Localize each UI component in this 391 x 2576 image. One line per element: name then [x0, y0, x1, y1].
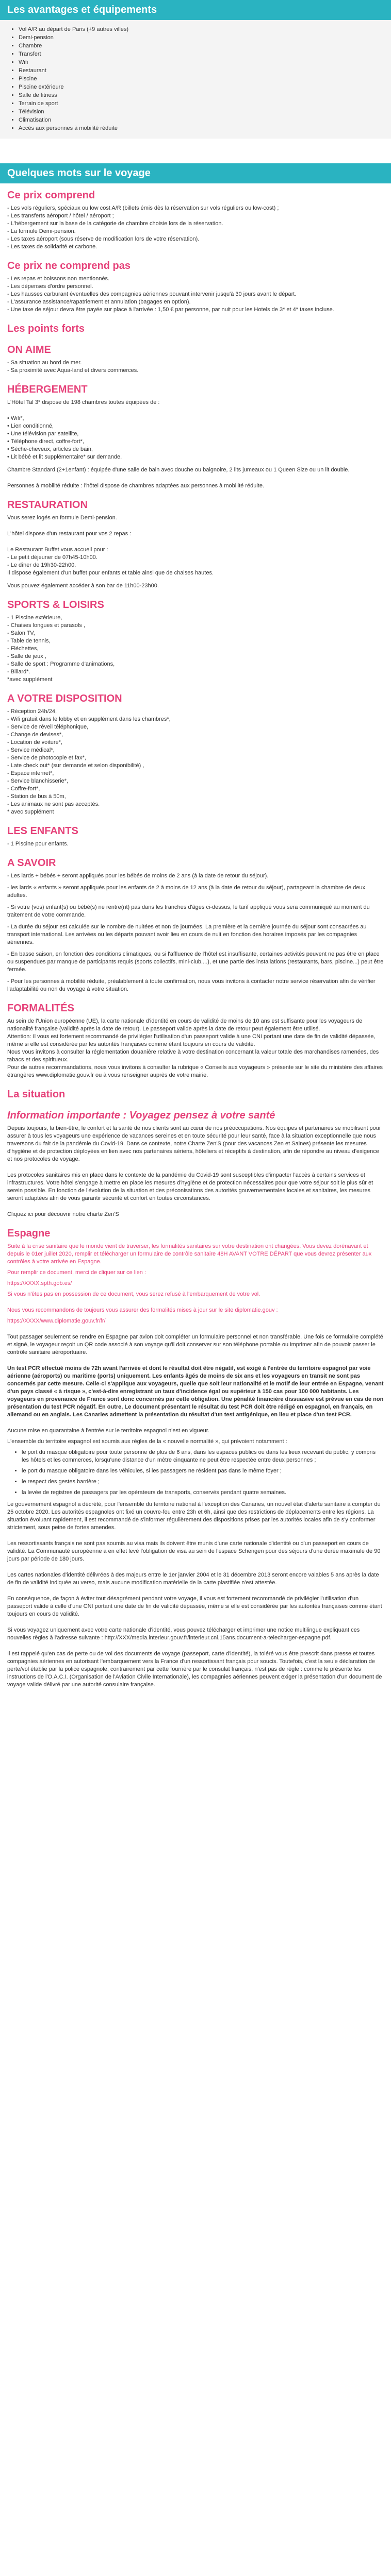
- text-line: Au sein de l'Union européenne (UE), la carte nationale d'identité en cours de validité de moins de 10 ans est suffisante pour les voyageurs de nationalité française (validité après la date de retour). Le passeport valide après la date de retour peut également être utilisé.: [7, 1018, 363, 1032]
- espagne-form-link[interactable]: https://XXXX.spth.gob.es/: [7, 1280, 72, 1286]
- rule-item: • le port du masque obligatoire pour toute personne de plus de 6 ans, dans les espaces publics ou dans les lieux recevant du public, y compris les hôtels et les commerces, lorsqu'une distance d'un mètre cinquante ne peut être respectée entre deux personnes ;: [22, 1449, 384, 1464]
- text-line: * avec supplément: [7, 809, 54, 815]
- highlights-heading: Les points forts: [7, 323, 85, 334]
- hebergement-intro: L'Hôtel Tal 3* dispose de 198 chambres toutes équipées de :: [7, 399, 160, 405]
- text-line: - Coffre-fort*,: [7, 786, 40, 792]
- text-line: - L'hébergement sur la base de la catégorie de chambre choisie lors de la réservation.: [7, 221, 223, 227]
- hebergement-amenities: [7, 415, 384, 461]
- text-line: - Table de tennis,: [7, 638, 51, 644]
- hebergement-heading: HÉBERGEMENT: [7, 384, 88, 395]
- equipment-item: • Piscine: [19, 75, 382, 83]
- text-line: - Chaises longues et parasols ,: [7, 622, 86, 629]
- savoir-block: [7, 872, 384, 993]
- text-line: - les lards « enfants » seront appliqués pour les enfants de 2 à moins de 12 ans (à la date de retour du séjour), partageant la chambre de deux adultes.: [7, 885, 366, 899]
- text-line: - Les animaux ne sont pas acceptés.: [7, 801, 100, 807]
- enfants-heading: LES ENFANTS: [7, 825, 78, 837]
- text-line: - Late check out* (sur demande et selon disponibilité) ,: [7, 762, 144, 769]
- text-line: • Sèche-cheveux, articles de bain,: [7, 446, 93, 452]
- espagne-p10: Il est rappelé qu'en cas de perte ou de vol des documents de voyage (passeport, carte d'identité), la toléré vous être prescrit dans presse et toutes compagnies aériennes en autorisant l'embarquement vers la France d'un ressortissant français pour soucis. Toutefois, c'est la seule déclaration de perte/vol établie par la police espagnole, contrairement par cette fourrière par le consulat français, n'est pas de régle : comme le présente les instructions de l'O.A.C.I. (Organisation de l'Aviation Civile Internationale), les compagnies aériennes peuvent exiger la présentation d'un document de voyage valide délivré par une autorité consulaire française.: [7, 1651, 382, 1688]
- text-line: - Service blanchisserie*,: [7, 778, 68, 784]
- text-line: • Téléphone direct, coffre-fort*,: [7, 438, 84, 445]
- espagne-alert-5: Nous vous recommandons de toujours vous assurer des formalités mises à jour sur le site diplomatie.gouv :: [7, 1307, 278, 1313]
- equipment-section-title: Les avantages et équipements: [0, 0, 391, 20]
- equipment-item: • Salle de fitness: [19, 91, 382, 99]
- text-line: • Lien conditionné,: [7, 423, 54, 429]
- text-line: - Service de photocopie et fax*,: [7, 755, 86, 761]
- text-line: - 1 Piscine extérieure,: [7, 615, 62, 621]
- text-line: - La durée du séjour est calculée sur le nombre de nuitées et non de journées. La première et la dernière journée du séjour sont consacrées au transport international. Les arrivées ou les départs pouvant avoir lieu en cours de nuit en fonction des horaires imposés par les compagnies aériennes.: [7, 924, 367, 945]
- equipment-item: • Accès aux personnes à mobilité réduite: [19, 124, 382, 132]
- text-line: Pour de autres recommandations, nous vous invitons à consulter la rubrique « Conseils aux voyageurs » présente sur le site du ministère des affaires étrangères www.diplomatie.gouv.fr ou à vous renseigner auprès de votre mairie.: [7, 1064, 383, 1078]
- espagne-p9: Si vous voyagez uniquement avec votre carte nationale d'identité, vous pouvez télécharger et imprimer une notice multilingue expliquant ces nouvelles règles à l'adresse suivante : http://XXX/media.interieur.gouv.fr/interieur.cni.15ans.document-a-telecharger-espagne.pdf.: [7, 1627, 360, 1641]
- text-line: - Les taxes aéroport (sous réserve de modification lors de votre réservation).: [7, 236, 200, 242]
- diplomatie-link[interactable]: https://XXXX/www.diplomatie.gouv.fr/fr/: [7, 1318, 106, 1324]
- restauration-buffet: [7, 546, 384, 577]
- espagne-heading: Espagne: [7, 1228, 51, 1239]
- text-line: - Location de voiture*,: [7, 739, 63, 745]
- text-line: - Les taxes de solidarité et carbone.: [7, 244, 97, 250]
- restauration-heading: RESTAURATION: [7, 499, 88, 511]
- equipment-item: • Vol A/R au départ de Paris (+9 autres villes): [19, 25, 382, 33]
- espagne-p7: Les cartes nationales d'identité délivrées à des majeurs entre le 1er janvier 2004 et le 31 décembre 2013 seront encore valables 5 ans après la date de fin de validité indiquée au verso, mais aucune modification matérielle de la carte plastifiée n'est attestée.: [7, 1572, 379, 1586]
- text-line: - Station de bus à 50m,: [7, 793, 66, 800]
- hebergement-room-detail: Chambre Standard (2+1enfant) : équipée d'une salle de bain avec douche ou baignoire, 2 lits jumeaux ou 1 Queen Size ou un lit double.: [7, 467, 350, 473]
- equipment-item: • Piscine extérieure: [19, 83, 382, 91]
- price-excludes-heading: Ce prix ne comprend pas: [7, 260, 131, 272]
- equipment-item: • Wifi: [19, 58, 382, 66]
- espagne-p4: L'ensemble du territoire espagnol est soumis aux règles de la « nouvelle normalité », qui prévoient notamment :: [7, 1438, 287, 1445]
- about-section-title: Quelques mots sur le voyage: [0, 163, 391, 183]
- text-line: - Billard*.: [7, 669, 30, 675]
- text-line: • Wifi*,: [7, 415, 24, 421]
- hebergement-accessibility-note: Personnes à mobilité réduite : l'hôtel dispose de chambres adaptées aux personnes à mobilité réduite.: [7, 483, 265, 489]
- text-line: - Fléchettes,: [7, 646, 39, 652]
- text-line: - L'assurance assistance/rapatriement et annulation (bagages en option).: [7, 299, 191, 305]
- sports-block: [7, 614, 384, 684]
- restauration-line2: L'hôtel dispose d'un restaurant pour vos 2 repas :: [7, 531, 132, 537]
- text-line: Attention: Il vous est fortement recommandé de privilégier l'utilisation d'un passeport valide à une CNI portant une date de fin de validité dépassée, même si elle est considérée par les autorités françaises comme étant toujours en cours de validité.: [7, 1033, 376, 1047]
- health-info-heading: Information importante : Voyagez pensez à votre santé: [7, 1110, 275, 1121]
- text-line: - Service de réveil téléphonique,: [7, 724, 89, 730]
- rule-item: • le respect des gestes barrière ;: [22, 1478, 384, 1486]
- text-line: - Les lards + bébés + seront appliqués pour les bébés de moins de 2 ans (à la date de retour du séjour).: [7, 873, 269, 879]
- text-line: - En basse saison, en fonction des conditions climatiques, ou si l'affluence de l'hôtel est insuffisante, certaines activités peuvent ne pas être en place ou suspendues par manque de participants requis (sports collectifs, mini-club,...), et une partie des installations (restaurants, bars, piscine...) peut être fermée.: [7, 951, 384, 973]
- disposition-block: [7, 708, 384, 816]
- equipment-item: • Chambre: [19, 42, 382, 50]
- text-line: - Réception 24h/24,: [7, 708, 57, 715]
- formalites-heading: FORMALITÉS: [7, 1003, 74, 1014]
- equipment-item: • Télévision: [19, 108, 382, 116]
- text-line: - Espace internet*,: [7, 770, 54, 776]
- text-line: - Une taxe de séjour devra être payée sur place à l'arrivée : 1,50 € par personne, par nuit pour les Hotels de 3* et 4* taxes incluse.: [7, 307, 334, 313]
- text-line: - La formule Demi-pension.: [7, 228, 76, 234]
- on-aime-heading: ON AIME: [7, 344, 51, 355]
- health-info-p2: Les protocoles sanitaires mis en place dans le contexte de la pandémie du Covid-19 sont susceptibles d'impacter l'accès à certains services et infrastructures. Votre hôtel s'engage à mettre en place les mesures d'hygiène et de protection nécessaires pour que votre séjour soit le plus sûr et serein possible. En fonction de l'évolution de la situation et des préconisations des autorités gouvernementales locales et sanitaires, les mesures seront adaptées afin de vous garantir sécurité et confort en toutes circonstances.: [7, 1172, 373, 1201]
- text-line: - Change de devises*,: [7, 732, 63, 738]
- espagne-alert-1: Suite à la crise sanitaire que le monde vient de traverser, les formalités sanitaires sur votre destination ont changées. Vous devez dorénavant et depuis le 01er juillet 2020, remplir et télécharger un formulaire de contrôle sanitaire 48H AVANT VOTRE DÉPART que vous devrez présenter aux contrôles à votre arrivée en Espagne.: [7, 1243, 372, 1265]
- text-line: Le Restaurant Buffet vous accueil pour :: [7, 547, 108, 553]
- espagne-p8: En conséquence, de façon à éviter tout désagrément pendant votre voyage, il vous est fortement recommandé de privilégier l'utilisation d'un passeport valide à celle d'une CNI portant une date de fin de validité dépassée, même si elle est considérée par les autorités françaises comme étant toujours en cours de validité.: [7, 1596, 382, 1617]
- situation-heading: La situation: [7, 1089, 66, 1100]
- espagne-pcr-p: Un test PCR effectué moins de 72h avant l'arrivée et dont le résultat doit être négatif, est exigé à l'entrée du territoire espagnol par voie aérienne (aéroports) ou maritime (ports) uniquement. Les enfants âgés de moins de six ans et les voyageurs en transit ne sont pas concernés par cette mesure. Celle-ci s'applique aux voyageurs, quelle que soit leur nationalité et le motif de leur entrée en Espagne, venant d'un pays classé « à risque », c'est-à-dire enregistrant un taux d'incidence égal ou supérieur à 150 cas pour 100 000 habitants. Les voyageurs en provenance de France sont donc concernés par cette obligation. Une pénalité financière dissuasive est prévue en cas de non présentation du test PCR négatif. En outre, Le document présentant le résultat du test PCR doit être rédigé en espagnol, en français, en allemand ou en anglais. Les Canaries admettent la présentation du résultat d'un test antigénique, en lieu et place d'un test PCR.: [7, 1365, 384, 1418]
- text-line: - Sa proximité avec Aqua-land et divers commerces.: [7, 367, 139, 374]
- espagne-p1: Tout passager seulement se rendre en Espagne par avion doit compléter un formulaire personnel et non transférable. Une fois ce formulaire complété et signé, le voyageur reçoit un QR code associé à son voyage qu'il doit conserver sur son téléphone portable ou imprimer afin de pouvoir passer le contrôle sanitaire aéroportuaire.: [7, 1334, 383, 1355]
- text-line: - Pour les personnes à mobilité réduite, préalablement à toute confirmation, nous vous invitons à contacter notre service réservation afin de vérifier l'adaptabilité ou non du voyage à votre situation.: [7, 978, 376, 992]
- text-line: - Salon TV,: [7, 630, 35, 636]
- text-line: - Salle de sport : Programme d'animations,: [7, 661, 115, 667]
- health-info-p1: Depuis toujours, la bien-être, le confort et la santé de nos clients sont au cœur de nos préoccupations. Nos équipes et partenaires se mobilisent pour assurer à tous les voyageurs une expérience de vacances sereines et en toute sécurité pour leur santé, face à la situation exceptionnelle que nous traversons du fait de la pandémie du Covid-19. Dans ce contexte, notre Charte Zen'S (pour des vacances Zen et Saines) présente les mesures d'hygiène et de protection déployées en lien avec nos partenaires aériens, hôteliers et réceptifs à destination, afin de répondre au niveau d'exigence et nos protocoles de voyage.: [7, 1125, 381, 1162]
- equipment-list: [9, 25, 382, 132]
- main-content: [0, 190, 391, 1702]
- text-line: - Les repas et boissons non mentionnés.: [7, 276, 110, 282]
- text-line: - Les hausses carburant éventuelles des compagnies aériennes pouvant intervenir jusqu'à 30 jours avant le départ.: [7, 291, 297, 297]
- charter-link[interactable]: Cliquez ici pour découvrir notre charte Zen'S: [7, 1211, 119, 1217]
- on-aime-block: [7, 359, 384, 375]
- espagne-alert-4: Si vous n'êtes pas en possession de ce document, vous serez refusé à l'embarquement de votre vol.: [7, 1291, 260, 1297]
- price-excludes-block: [7, 275, 384, 314]
- text-line: Nous vous invitons à consulter la réglementation douanière relative à votre destination concernant la valeur totale des marchandises ramenées, des tabacs et des spiritueux.: [7, 1049, 379, 1063]
- disposition-heading: A VOTRE DISPOSITION: [7, 693, 122, 704]
- text-line: - Le dîner de 19h30-22h00.: [7, 562, 76, 568]
- equipment-item: • Restaurant: [19, 66, 382, 75]
- text-line: - Sa situation au bord de mer.: [7, 360, 82, 366]
- text-line: • Une télévision par satellite,: [7, 431, 79, 437]
- espagne-p6: Les ressortissants français ne sont pas soumis au visa mais ils doivent être munis d'une carte nationale d'identité ou d'un passeport en cours de validité. La Communauté européenne a en effet levé l'obligation de visa au sein de l'espace Schengen pour des séjours d'une durée maximale de 90 jours par période de 180 jours.: [7, 1540, 381, 1562]
- price-includes-block: [7, 205, 384, 251]
- equipment-item: • Climatisation: [19, 116, 382, 124]
- text-line: • Lit bébé et lit supplémentaire* sur demande.: [7, 454, 122, 460]
- text-line: - Les vols réguliers, spéciaux ou low cost A/R (billets émis dès la réservation sur vols réguliers ou low-cost) ;: [7, 205, 279, 211]
- restauration-intro: Vous serez logés en formule Demi-pension.: [7, 515, 117, 521]
- equipment-item: • Transfert: [19, 50, 382, 58]
- text-line: Il dispose également d'un buffet pour enfants et table ainsi que de chaises hautes.: [7, 570, 214, 576]
- text-line: - Le petit déjeuner de 07h45-10h00.: [7, 554, 97, 561]
- text-line: - Service médical*,: [7, 747, 55, 753]
- text-line: - Salle de jeux ,: [7, 653, 46, 659]
- text-line: - Les dépenses d'ordre personnel.: [7, 283, 93, 290]
- restauration-bar-note: Vous pouvez également accéder à son bar de 11h00-23h00.: [7, 583, 159, 589]
- equipment-list-box: [0, 20, 391, 139]
- rule-item: • le port du masque obligatoire dans les véhicules, si les passagers ne résident pas dans le même foyer ;: [22, 1467, 384, 1475]
- equipment-item: • Demi-pension: [19, 33, 382, 42]
- espagne-rules-list: [7, 1449, 384, 1497]
- sports-heading: SPORTS & LOISIRS: [7, 599, 104, 611]
- enfants-block: [7, 840, 384, 848]
- price-includes-heading: Ce prix comprend: [7, 190, 95, 201]
- espagne-p3: Aucune mise en quarantaine à l'entrée sur le territoire espagnol n'est en vigueur.: [7, 1428, 209, 1434]
- espagne-alert-2: Pour remplir ce document, merci de cliquer sur ce lien :: [7, 1269, 146, 1276]
- text-line: - Wifi gratuit dans le lobby et en supplément dans les chambres*,: [7, 716, 171, 722]
- equipment-item: • Terrain de sport: [19, 99, 382, 108]
- savoir-heading: A SAVOIR: [7, 857, 56, 869]
- text-line: *avec supplément: [7, 676, 53, 683]
- rule-item: • la levée de registres de passagers par les opérateurs de transports, conservés pendant quatre semaines.: [22, 1489, 384, 1497]
- text-line: - Les transferts aéroport / hôtel / aéroport ;: [7, 213, 114, 219]
- text-line: - Si votre (vos) enfant(s) ou bébé(s) ne rentre(nt) pas dans les tranches d'âges ci-dessus, le tarif appliqué vous sera communiqué au moment du traitement de votre commande.: [7, 904, 370, 918]
- espagne-p5: Le gouvernement espagnol a décrété, pour l'ensemble du territoire national à l'exception des Canaries, un nouvel état d'alerte sanitaire à compter du 25 octobre 2020. Les autorités espagnoles ont fixé un couvre-feu entre 23h et 6h, ainsi que des restrictions de déplacements entre les régions. La situation évoluant rapidement, il est recommandé de s'informer régulièrement des dispositions prises par les autorités locales afin de s'y conformer strictement, sous peine de fortes amendes.: [7, 1501, 381, 1531]
- formalites-block: [7, 1018, 384, 1079]
- text-line: - 1 Piscine pour enfants.: [7, 841, 69, 847]
